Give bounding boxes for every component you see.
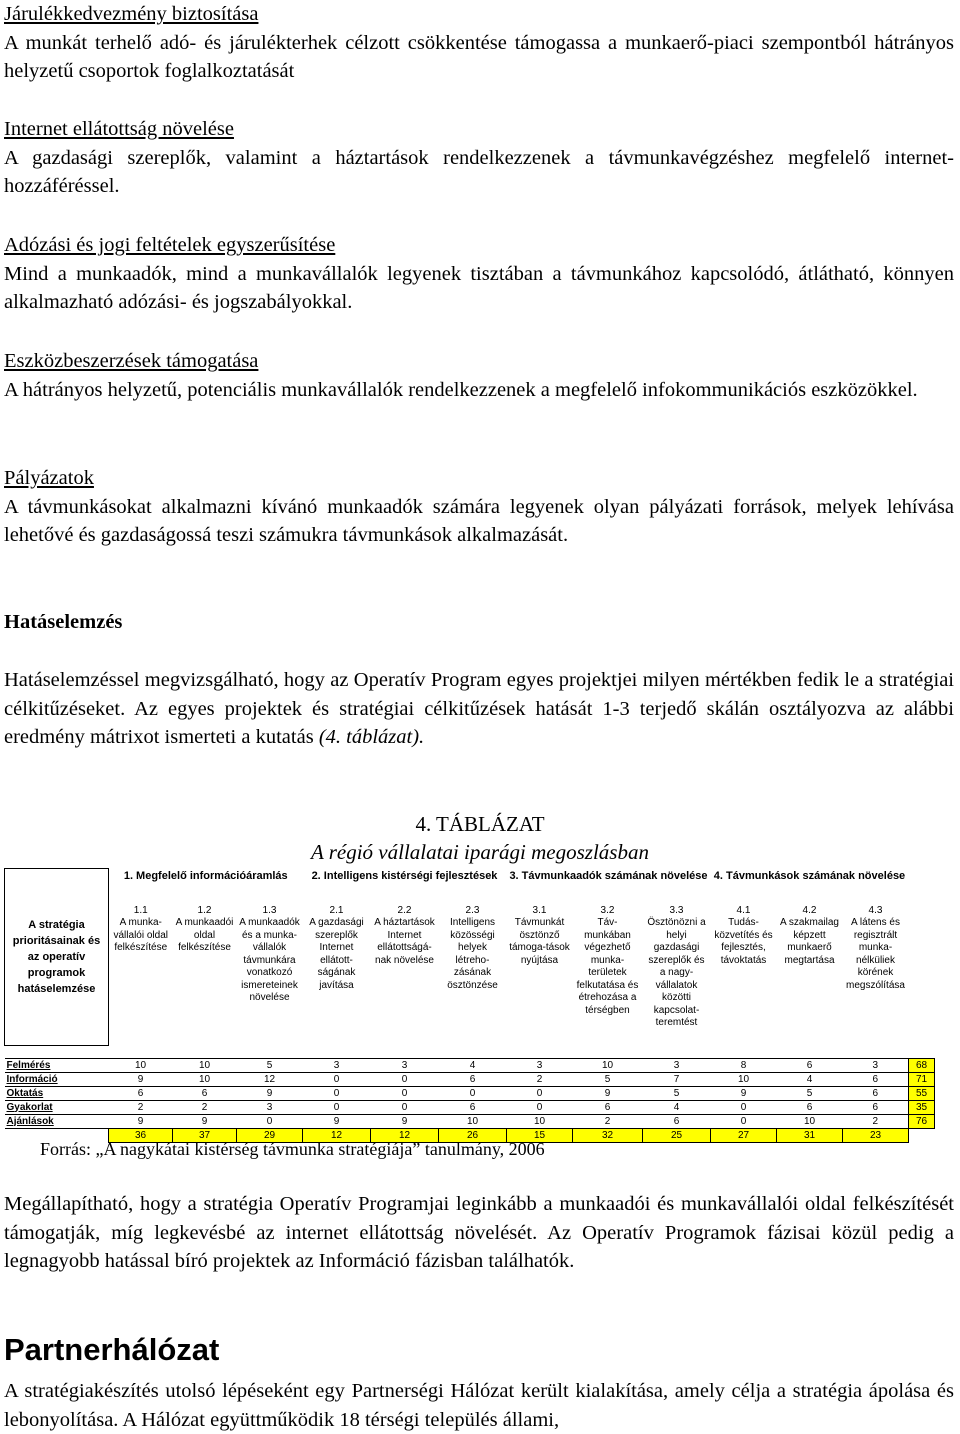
col-code: 3.2 xyxy=(600,904,615,916)
col-total: 12 xyxy=(303,1128,371,1142)
col-code: 3.3 xyxy=(669,904,684,916)
row-total: 35 xyxy=(909,1100,935,1114)
cell: 3 xyxy=(673,1059,680,1071)
cell: 3 xyxy=(536,1059,543,1071)
cell: 6 xyxy=(469,1073,476,1085)
cell: 10 xyxy=(601,1059,614,1071)
section-internet xyxy=(4,115,954,201)
col-total: 31 xyxy=(777,1128,843,1142)
impact-block xyxy=(4,666,954,752)
cell: 10 xyxy=(198,1059,211,1071)
cell: 2 xyxy=(872,1115,879,1127)
cell: 2 xyxy=(536,1073,543,1085)
col-label: A munka-vállalói oldal felkészítése xyxy=(113,917,168,953)
cell: 9 xyxy=(137,1115,144,1127)
cell: 0 xyxy=(740,1101,747,1113)
col-label: A látens és regisztrált munka-nélküliek körének megszólítása xyxy=(846,917,905,991)
cell: 0 xyxy=(333,1101,340,1113)
code-row xyxy=(5,901,935,918)
cell: 6 xyxy=(872,1101,879,1113)
col-total: 26 xyxy=(439,1128,507,1142)
partner-heading: Partnerhálózat xyxy=(4,1332,220,1367)
section-title: Internet ellátottság növelése xyxy=(4,118,234,140)
row-label: Információ xyxy=(6,1073,58,1085)
row-label: Gyakorlat xyxy=(6,1101,53,1113)
cell: 10 xyxy=(533,1115,546,1127)
col-code: 2.1 xyxy=(329,904,344,916)
col-label: Táv-munkában végezhető munka-területek felkutatása és étrehozása a térségben xyxy=(576,917,639,1016)
partner-block xyxy=(4,1377,954,1434)
col-code: 4.1 xyxy=(736,904,751,916)
partner-heading-block xyxy=(4,1332,954,1368)
cell: 0 xyxy=(536,1087,543,1099)
section-title: Adózási és jogi feltételek egyszerűsítése xyxy=(4,234,336,256)
row-label: Oktatás xyxy=(6,1087,44,1099)
cell: 6 xyxy=(806,1101,813,1113)
cell: 9 xyxy=(740,1087,747,1099)
col-code: 1.3 xyxy=(262,904,277,916)
cell: 6 xyxy=(872,1087,879,1099)
cell: 2 xyxy=(604,1115,611,1127)
section-text: A munkát terhelő adó- és járulékterhek célzott csökkentése támogassa a munkaerő-piaci szempontból hátrányos helyzetű csoportok foglalkoztatását xyxy=(4,31,954,82)
col-total: 36 xyxy=(109,1128,173,1142)
cell: 10 xyxy=(737,1073,750,1085)
cell: 5 xyxy=(673,1087,680,1099)
col-total: 29 xyxy=(237,1128,303,1142)
cell: 9 xyxy=(137,1073,144,1085)
label-row xyxy=(5,917,935,1045)
group-header-row xyxy=(5,869,935,901)
section-eszkoz xyxy=(4,347,954,404)
impact-ref: (4. táblázat). xyxy=(318,726,425,748)
row-label: Felmérés xyxy=(6,1059,51,1071)
col-total: 12 xyxy=(371,1128,439,1142)
cell: 4 xyxy=(806,1073,813,1085)
table-subcaption: A régió vállalatai iparági megoszlásban xyxy=(311,840,649,864)
impact-heading: Hatáselemzés xyxy=(4,611,123,633)
col-code: 4.2 xyxy=(802,904,817,916)
col-total: 32 xyxy=(573,1128,643,1142)
col-label: Távmunkát ösztönző támoga-tások nyújtása xyxy=(509,917,570,966)
cell: 0 xyxy=(401,1087,408,1099)
cell: 0 xyxy=(740,1115,747,1127)
cell: 0 xyxy=(401,1073,408,1085)
group-4-header: 4. Távmunkások számának növelése xyxy=(713,869,906,882)
cell: 6 xyxy=(872,1073,879,1085)
impact-heading-block xyxy=(4,608,954,637)
cell: 10 xyxy=(198,1073,211,1085)
section-title: Pályázatok xyxy=(4,467,94,489)
group-3-header: 3. Távmunkaadók számának növelése xyxy=(509,869,708,882)
section-text: A távmunkásokat alkalmazni kívánó munkaadók számára legyenek olyan pályázati források, melyek lehívása lehetővé és gazdaságossá teszi számukra távmunkások alkalmazását. xyxy=(4,495,954,546)
cell: 0 xyxy=(333,1087,340,1099)
col-total: 23 xyxy=(843,1128,909,1142)
cell: 6 xyxy=(673,1115,680,1127)
cell: 10 xyxy=(466,1115,479,1127)
col-label: Ösztönözni a helyi gazdasági szereplők és a nagy-vállalatok közötti kapcsolat-teremtést xyxy=(647,917,706,1028)
impact-matrix xyxy=(4,868,935,1143)
cell: 9 xyxy=(604,1087,611,1099)
section-jarulek xyxy=(4,0,954,86)
cell: 0 xyxy=(536,1101,543,1113)
cell: 0 xyxy=(266,1115,273,1127)
cell: 5 xyxy=(604,1073,611,1085)
row-total: 76 xyxy=(909,1114,935,1128)
section-text: Mind a munkaadók, mind a munkavállalók legyenek tisztában a távmunkához kapcsolódó, átlátható, könnyen alkalmazható adózási- és jogszabályokkal. xyxy=(4,262,954,313)
row-total: 68 xyxy=(909,1058,935,1072)
table-row xyxy=(5,1114,935,1128)
cell: 0 xyxy=(401,1101,408,1113)
cell: 10 xyxy=(134,1059,147,1071)
col-label: A szakmailag képzett munkaerő megtartása xyxy=(780,917,839,966)
col-label: A háztartások Internet ellátottságá-nak növelése xyxy=(374,917,435,966)
col-label: Intelligens közösségi helyek létreho-zásának ösztönzése xyxy=(447,917,498,991)
matrix-corner: A stratégia prioritásainak és az operatív programok hatáselemzése xyxy=(5,869,109,1046)
cell: 8 xyxy=(740,1059,747,1071)
col-label: A munkaadók és a munka-vállalók távmunkára vonatkozó ismereteinek növelése xyxy=(239,917,300,1003)
cell: 5 xyxy=(806,1087,813,1099)
table-source: Forrás: „A nagykátai kistérség távmunka stratégiája” tanulmány, 2006 xyxy=(40,1139,545,1159)
section-palyazatok xyxy=(4,464,954,550)
cell: 4 xyxy=(673,1101,680,1113)
table-row xyxy=(5,1086,935,1100)
conclusion-block xyxy=(4,1190,954,1276)
cell: 9 xyxy=(333,1115,340,1127)
cell: 6 xyxy=(806,1059,813,1071)
section-text: A gazdasági szereplők, valamint a háztartások rendelkezzenek a távmunkavégzéshez megfelelő internet-hozzáféréssel. xyxy=(4,146,954,197)
cell: 9 xyxy=(201,1115,208,1127)
col-total: 37 xyxy=(173,1128,237,1142)
cell: 3 xyxy=(333,1059,340,1071)
col-total: 25 xyxy=(643,1128,711,1142)
row-label: Ajánlások xyxy=(6,1115,54,1127)
cell: 2 xyxy=(201,1101,208,1113)
group-1-header: 1. Megfelelő információáramlás xyxy=(123,869,288,882)
col-code: 2.2 xyxy=(397,904,412,916)
cell: 4 xyxy=(469,1059,476,1071)
cell: 6 xyxy=(604,1101,611,1113)
col-label: A gazdasági szereplők Internet ellátott-ságának javítása xyxy=(309,917,364,991)
cell: 0 xyxy=(333,1073,340,1085)
cell: 6 xyxy=(469,1101,476,1113)
col-code: 1.1 xyxy=(133,904,148,916)
row-total: 71 xyxy=(909,1072,935,1086)
col-total: 15 xyxy=(507,1128,573,1142)
cell: 9 xyxy=(266,1087,273,1099)
impact-text: Hatáselemzéssel megvizsgálható, hogy az Operatív Program egyes projektjei milyen mértékben fedik le a stratégiai célkitűzéseket. Az egyes projektek és stratégiai célkitűzések hatását 1-3 terjedő skálán osztályozva az alábbi eredmény mátrixot ismerteti a kutatás (4. táblázat). xyxy=(4,669,954,748)
table-caption: 4. TÁBLÁZAT xyxy=(415,812,545,836)
cell: 3 xyxy=(401,1059,408,1071)
cell: 12 xyxy=(263,1073,276,1085)
table-row xyxy=(5,1072,935,1086)
table-row xyxy=(5,1100,935,1114)
col-label: A munkaadói oldal felkészítése xyxy=(175,917,234,953)
cell: 0 xyxy=(469,1087,476,1099)
group-2-header: 2. Intelligens kistérségi fejlesztések xyxy=(311,869,498,882)
section-adozasi xyxy=(4,231,954,317)
col-label: Tudás-közvetítés és fejlesztés, távoktatás xyxy=(714,917,773,966)
cell: 10 xyxy=(803,1115,816,1127)
cell: 5 xyxy=(266,1059,273,1071)
cell: 9 xyxy=(401,1115,408,1127)
col-total: 27 xyxy=(711,1128,777,1142)
partner-text: A stratégiakészítés utolsó lépéseként egy Partnerségi Hálózat került kialakítása, amely célja a stratégia ápolása és lebonyolítása. A Hálózat együttműködik 18 térségi település állami, xyxy=(4,1380,954,1431)
col-code: 4.3 xyxy=(868,904,883,916)
cell: 6 xyxy=(137,1087,144,1099)
cell: 7 xyxy=(673,1073,680,1085)
table-row xyxy=(5,1058,935,1072)
section-title: Járulékkedvezmény biztosítása xyxy=(4,3,259,25)
cell: 3 xyxy=(872,1059,879,1071)
cell: 2 xyxy=(137,1101,144,1113)
cell: 6 xyxy=(201,1087,208,1099)
col-code: 2.3 xyxy=(465,904,480,916)
section-text: A hátrányos helyzetű, potenciális munkavállalók rendelkezzenek a megfelelő infokommunikációs eszközökkel. xyxy=(4,378,918,401)
conclusion-text: Megállapítható, hogy a stratégia Operatív Programjai leginkább a munkaadói és munkavállalói oldal felkészítését támogatják, míg legkevésbé az internet ellátottság növelését. Az Operatív Programok fázisai közül pedig a legnagyobb hatással bíró projektek az Információ fázisban találhatók. xyxy=(4,1193,954,1272)
col-code: 1.2 xyxy=(197,904,212,916)
row-total: 55 xyxy=(909,1086,935,1100)
section-title: Eszközbeszerzések támogatása xyxy=(4,350,259,372)
col-code: 3.1 xyxy=(532,904,547,916)
cell: 3 xyxy=(266,1101,273,1113)
